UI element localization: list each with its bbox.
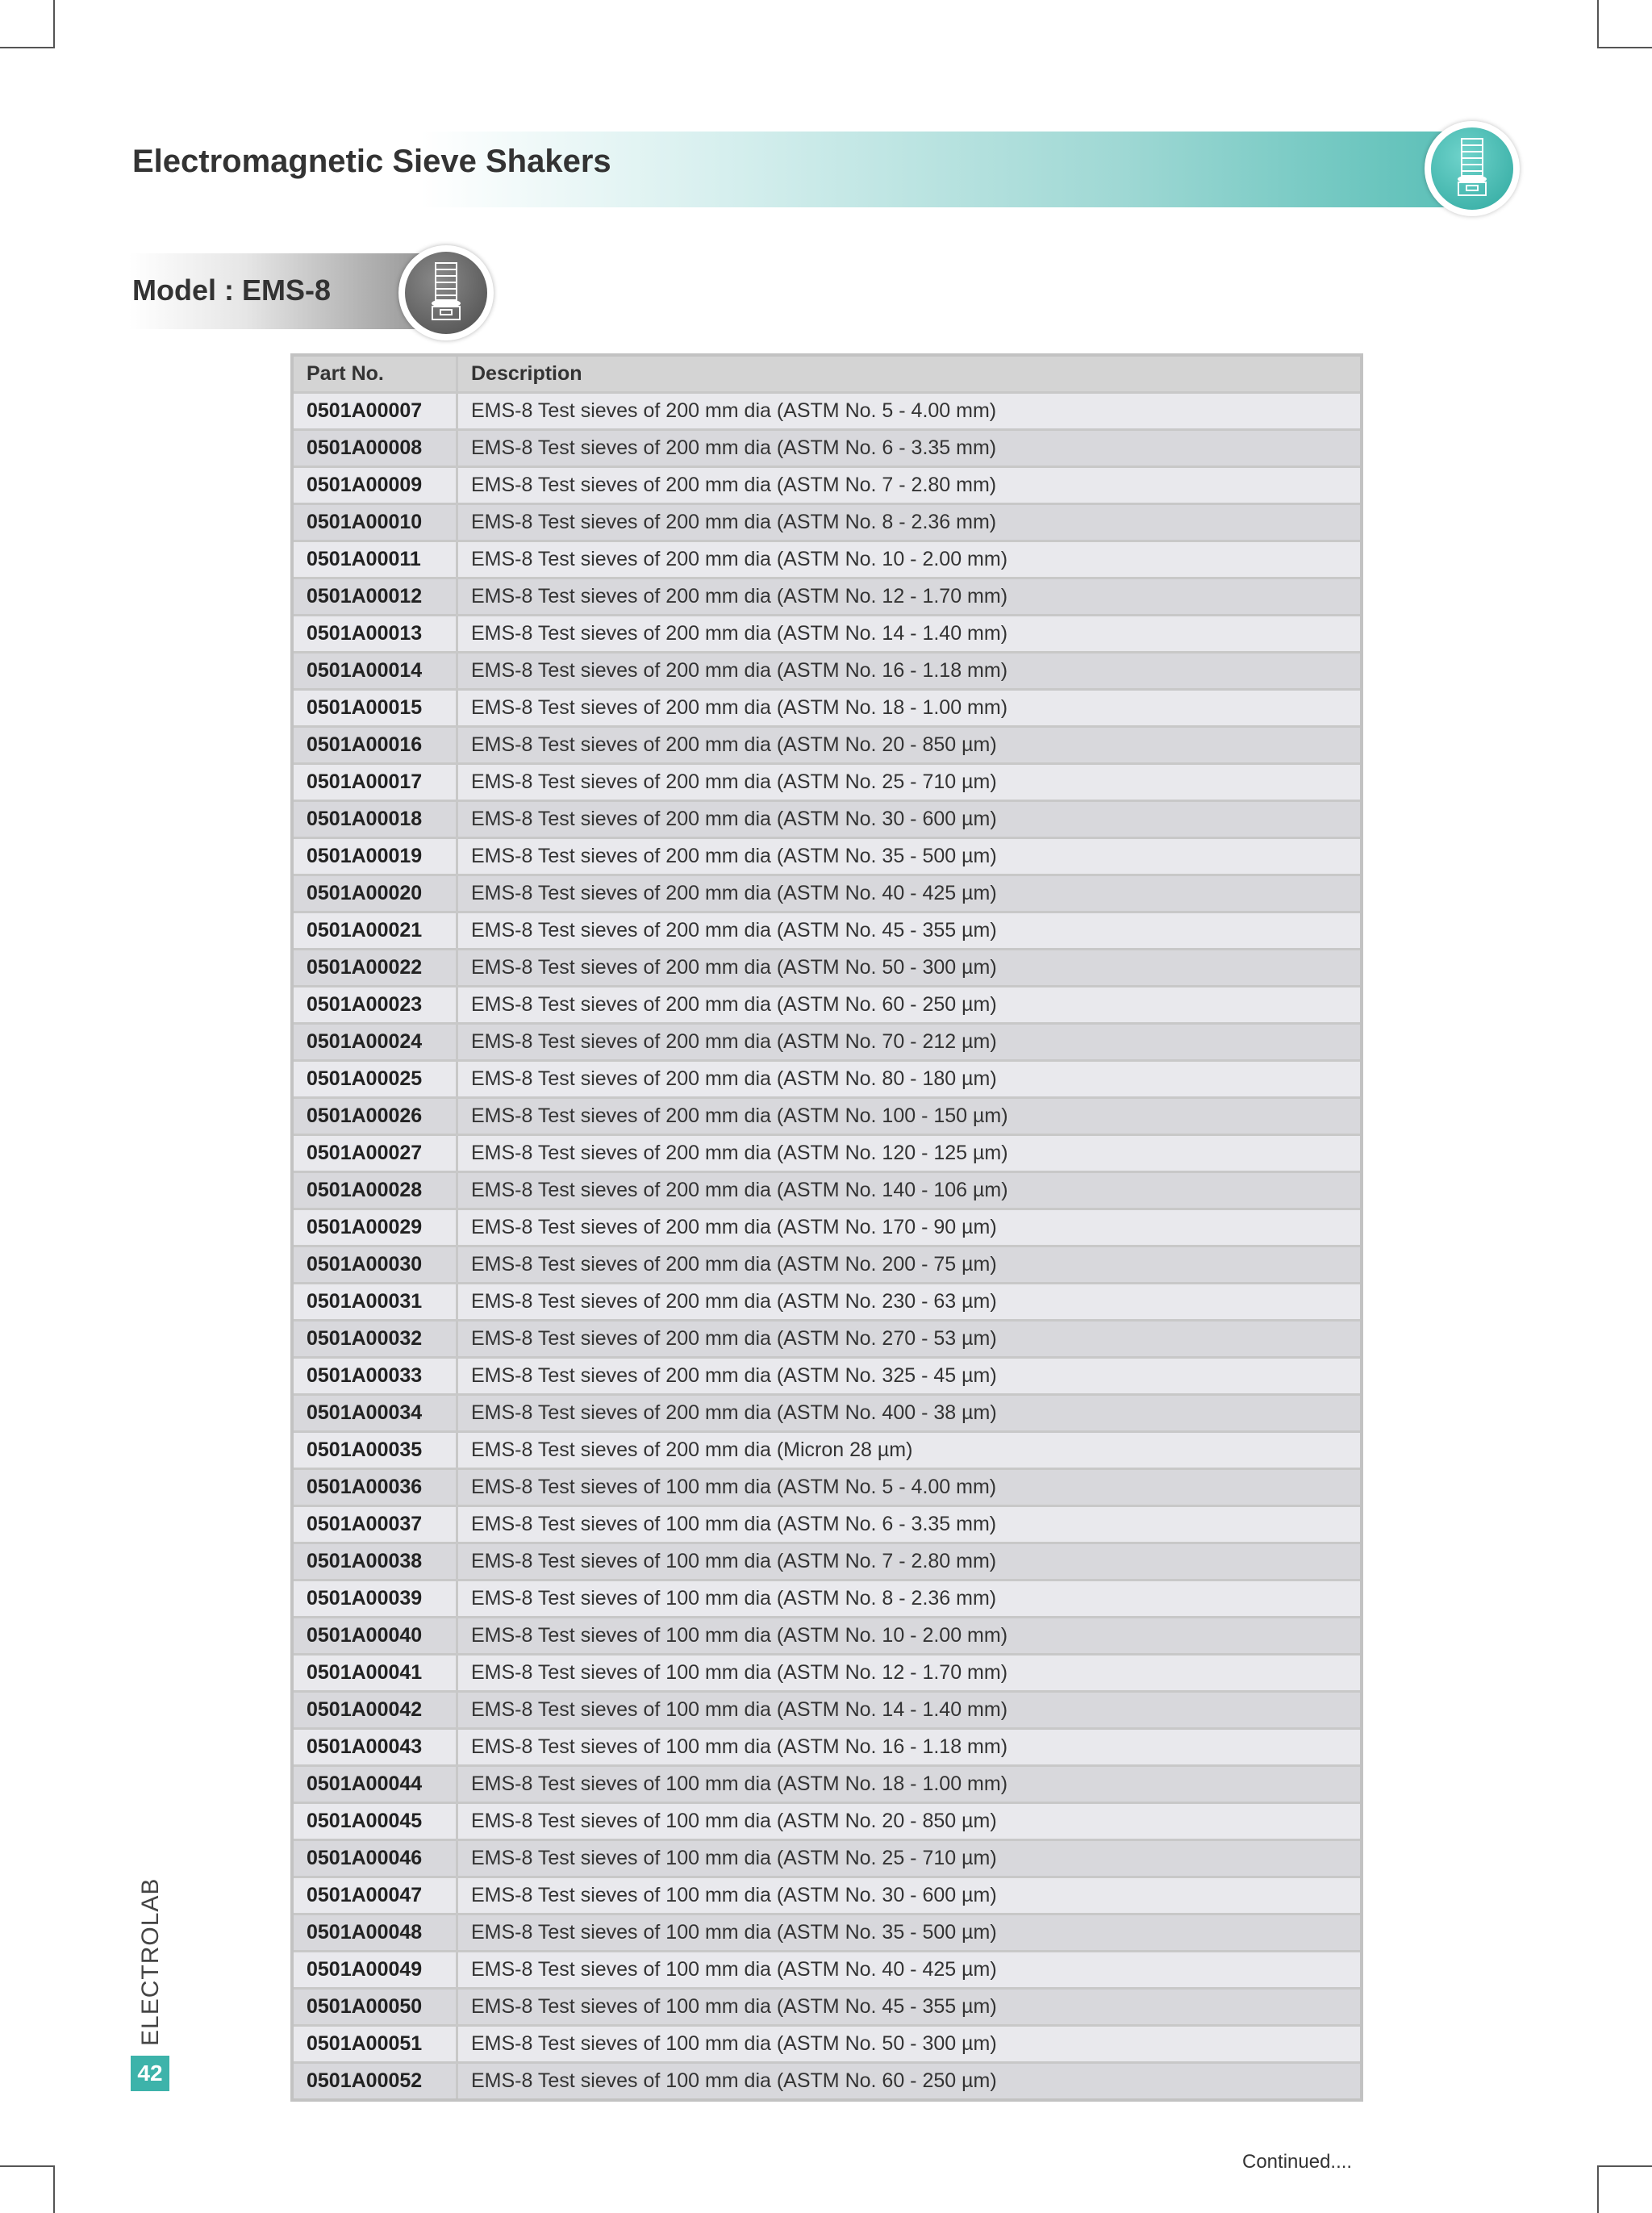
part-number-cell: 0501A00012: [292, 578, 457, 616]
part-number-cell: 0501A00022: [292, 950, 457, 987]
description-cell: EMS-8 Test sieves of 100 mm dia (ASTM No. 7 - 2.80 mm): [457, 1543, 1362, 1580]
description-cell: EMS-8 Test sieves of 200 mm dia (ASTM No. 70 - 212 µm): [457, 1024, 1362, 1061]
table-row: [292, 764, 1362, 801]
description-cell: EMS-8 Test sieves of 200 mm dia (ASTM No. 170 - 90 µm): [457, 1209, 1362, 1246]
table-row: [292, 2063, 1362, 2101]
part-number-cell: 0501A00032: [292, 1321, 457, 1358]
table-row: [292, 1729, 1362, 1766]
part-number-cell: 0501A00045: [292, 1803, 457, 1840]
part-number-cell: 0501A00010: [292, 504, 457, 541]
description-cell: EMS-8 Test sieves of 100 mm dia (ASTM No. 10 - 2.00 mm): [457, 1618, 1362, 1655]
table-row: [292, 727, 1362, 764]
description-cell: EMS-8 Test sieves of 200 mm dia (ASTM No. 16 - 1.18 mm): [457, 653, 1362, 690]
part-number-cell: 0501A00051: [292, 2026, 457, 2063]
crop-mark: [0, 47, 55, 48]
description-cell: EMS-8 Test sieves of 100 mm dia (ASTM No. 18 - 1.00 mm): [457, 1766, 1362, 1803]
part-number-cell: 0501A00033: [292, 1358, 457, 1395]
table-row: [292, 1803, 1362, 1840]
table-row: [292, 1766, 1362, 1803]
crop-mark: [1597, 2165, 1599, 2213]
description-cell: EMS-8 Test sieves of 200 mm dia (ASTM No. 325 - 45 µm): [457, 1358, 1362, 1395]
table-row: [292, 578, 1362, 616]
part-number-cell: 0501A00007: [292, 393, 457, 430]
part-number-cell: 0501A00042: [292, 1692, 457, 1729]
description-cell: EMS-8 Test sieves of 100 mm dia (ASTM No. 35 - 500 µm): [457, 1914, 1362, 1952]
table-row: [292, 393, 1362, 430]
description-cell: EMS-8 Test sieves of 200 mm dia (ASTM No. 7 - 2.80 mm): [457, 467, 1362, 504]
part-number-cell: 0501A00049: [292, 1952, 457, 1989]
part-number-cell: 0501A00008: [292, 430, 457, 467]
table-row: [292, 1543, 1362, 1580]
crop-mark: [1597, 2165, 1652, 2167]
part-number-cell: 0501A00017: [292, 764, 457, 801]
part-number-cell: 0501A00029: [292, 1209, 457, 1246]
part-number-cell: 0501A00024: [292, 1024, 457, 1061]
description-cell: EMS-8 Test sieves of 200 mm dia (ASTM No. 14 - 1.40 mm): [457, 616, 1362, 653]
description-cell: EMS-8 Test sieves of 200 mm dia (ASTM No. 40 - 425 µm): [457, 875, 1362, 912]
table-row: [292, 987, 1362, 1024]
part-number-cell: 0501A00013: [292, 616, 457, 653]
part-number-cell: 0501A00020: [292, 875, 457, 912]
description-cell: EMS-8 Test sieves of 200 mm dia (ASTM No. 18 - 1.00 mm): [457, 690, 1362, 727]
description-cell: EMS-8 Test sieves of 200 mm dia (ASTM No. 120 - 125 µm): [457, 1135, 1362, 1172]
part-number-cell: 0501A00043: [292, 1729, 457, 1766]
table-header-row: [292, 355, 1362, 393]
table-row: [292, 1432, 1362, 1469]
page-title: Electromagnetic Sieve Shakers: [132, 144, 611, 179]
parts-table: [290, 353, 1363, 2102]
part-number-cell: 0501A00027: [292, 1135, 457, 1172]
description-cell: EMS-8 Test sieves of 100 mm dia (ASTM No. 20 - 850 µm): [457, 1803, 1362, 1840]
table-row: [292, 912, 1362, 950]
description-cell: EMS-8 Test sieves of 200 mm dia (ASTM No. 200 - 75 µm): [457, 1246, 1362, 1284]
part-number-cell: 0501A00030: [292, 1246, 457, 1284]
part-number-cell: 0501A00014: [292, 653, 457, 690]
part-number-cell: 0501A00016: [292, 727, 457, 764]
description-cell: EMS-8 Test sieves of 200 mm dia (ASTM No. 6 - 3.35 mm): [457, 430, 1362, 467]
part-number-cell: 0501A00037: [292, 1506, 457, 1543]
description-cell: EMS-8 Test sieves of 200 mm dia (ASTM No. 400 - 38 µm): [457, 1395, 1362, 1432]
header-badge: [1425, 121, 1520, 216]
part-number-cell: 0501A00035: [292, 1432, 457, 1469]
table-row: [292, 1506, 1362, 1543]
table-row: [292, 1989, 1362, 2026]
column-header-part-no: Part No.: [292, 355, 457, 393]
table-row: [292, 1172, 1362, 1209]
table-row: [292, 1061, 1362, 1098]
description-cell: EMS-8 Test sieves of 100 mm dia (ASTM No. 16 - 1.18 mm): [457, 1729, 1362, 1766]
table-row: [292, 1914, 1362, 1952]
table-row: [292, 1692, 1362, 1729]
description-cell: EMS-8 Test sieves of 200 mm dia (ASTM No. 8 - 2.36 mm): [457, 504, 1362, 541]
table-row: [292, 616, 1362, 653]
description-cell: EMS-8 Test sieves of 200 mm dia (ASTM No. 140 - 106 µm): [457, 1172, 1362, 1209]
description-cell: EMS-8 Test sieves of 200 mm dia (ASTM No. 80 - 180 µm): [457, 1061, 1362, 1098]
table-row: [292, 1024, 1362, 1061]
table-row: [292, 504, 1362, 541]
description-cell: EMS-8 Test sieves of 200 mm dia (ASTM No. 5 - 4.00 mm): [457, 393, 1362, 430]
description-cell: EMS-8 Test sieves of 100 mm dia (ASTM No. 40 - 425 µm): [457, 1952, 1362, 1989]
part-number-cell: 0501A00021: [292, 912, 457, 950]
table-row: [292, 653, 1362, 690]
column-header-description: Description: [457, 355, 1362, 393]
part-number-cell: 0501A00028: [292, 1172, 457, 1209]
table-row: [292, 1321, 1362, 1358]
part-number-cell: 0501A00011: [292, 541, 457, 578]
description-cell: EMS-8 Test sieves of 200 mm dia (ASTM No. 230 - 63 µm): [457, 1284, 1362, 1321]
part-number-cell: 0501A00039: [292, 1580, 457, 1618]
part-number-cell: 0501A00034: [292, 1395, 457, 1432]
table-row: [292, 801, 1362, 838]
crop-mark: [0, 2165, 55, 2167]
description-cell: EMS-8 Test sieves of 200 mm dia (ASTM No. 25 - 710 µm): [457, 764, 1362, 801]
description-cell: EMS-8 Test sieves of 200 mm dia (ASTM No. 30 - 600 µm): [457, 801, 1362, 838]
table-row: [292, 541, 1362, 578]
table-row: [292, 1580, 1362, 1618]
part-number-cell: 0501A00047: [292, 1877, 457, 1914]
table-row: [292, 2026, 1362, 2063]
part-number-cell: 0501A00036: [292, 1469, 457, 1506]
table-row: [292, 430, 1362, 467]
page-number: 42: [131, 2056, 169, 2091]
description-cell: EMS-8 Test sieves of 100 mm dia (ASTM No. 8 - 2.36 mm): [457, 1580, 1362, 1618]
model-badge: [398, 245, 494, 340]
description-cell: EMS-8 Test sieves of 200 mm dia (Micron 28 µm): [457, 1432, 1362, 1469]
table-row: [292, 838, 1362, 875]
description-cell: EMS-8 Test sieves of 200 mm dia (ASTM No. 60 - 250 µm): [457, 987, 1362, 1024]
continued-note: Continued....: [1242, 2151, 1353, 2173]
table-row: [292, 690, 1362, 727]
part-number-cell: 0501A00023: [292, 987, 457, 1024]
description-cell: EMS-8 Test sieves of 200 mm dia (ASTM No. 50 - 300 µm): [457, 950, 1362, 987]
part-number-cell: 0501A00041: [292, 1655, 457, 1692]
description-cell: EMS-8 Test sieves of 100 mm dia (ASTM No. 14 - 1.40 mm): [457, 1692, 1362, 1729]
part-number-cell: 0501A00044: [292, 1766, 457, 1803]
part-number-cell: 0501A00038: [292, 1543, 457, 1580]
description-cell: EMS-8 Test sieves of 200 mm dia (ASTM No. 20 - 850 µm): [457, 727, 1362, 764]
table-row: [292, 1655, 1362, 1692]
table-row: [292, 1358, 1362, 1395]
description-cell: EMS-8 Test sieves of 100 mm dia (ASTM No. 60 - 250 µm): [457, 2063, 1362, 2101]
table-row: [292, 1840, 1362, 1877]
part-number-cell: 0501A00052: [292, 2063, 457, 2101]
part-number-cell: 0501A00040: [292, 1618, 457, 1655]
description-cell: EMS-8 Test sieves of 200 mm dia (ASTM No. 12 - 1.70 mm): [457, 578, 1362, 616]
part-number-cell: 0501A00018: [292, 801, 457, 838]
table-row: [292, 1877, 1362, 1914]
description-cell: EMS-8 Test sieves of 100 mm dia (ASTM No. 50 - 300 µm): [457, 2026, 1362, 2063]
part-number-cell: 0501A00009: [292, 467, 457, 504]
model-title: Model : EMS-8: [132, 273, 332, 307]
table-row: [292, 1618, 1362, 1655]
table-row: [292, 467, 1362, 504]
part-number-cell: 0501A00025: [292, 1061, 457, 1098]
table-row: [292, 1246, 1362, 1284]
crop-mark: [1597, 47, 1652, 48]
brand-logo-text: ELECTROLAB: [137, 1877, 164, 2046]
table-row: [292, 875, 1362, 912]
part-number-cell: 0501A00019: [292, 838, 457, 875]
description-cell: EMS-8 Test sieves of 100 mm dia (ASTM No. 5 - 4.00 mm): [457, 1469, 1362, 1506]
sieve-shaker-icon: [405, 252, 487, 334]
table-row: [292, 950, 1362, 987]
description-cell: EMS-8 Test sieves of 200 mm dia (ASTM No. 45 - 355 µm): [457, 912, 1362, 950]
description-cell: EMS-8 Test sieves of 200 mm dia (ASTM No. 270 - 53 µm): [457, 1321, 1362, 1358]
table-row: [292, 1209, 1362, 1246]
part-number-cell: 0501A00050: [292, 1989, 457, 2026]
table-row: [292, 1952, 1362, 1989]
table-row: [292, 1098, 1362, 1135]
description-cell: EMS-8 Test sieves of 100 mm dia (ASTM No. 45 - 355 µm): [457, 1989, 1362, 2026]
part-number-cell: 0501A00048: [292, 1914, 457, 1952]
description-cell: EMS-8 Test sieves of 100 mm dia (ASTM No. 25 - 710 µm): [457, 1840, 1362, 1877]
description-cell: EMS-8 Test sieves of 200 mm dia (ASTM No. 10 - 2.00 mm): [457, 541, 1362, 578]
description-cell: EMS-8 Test sieves of 200 mm dia (ASTM No. 100 - 150 µm): [457, 1098, 1362, 1135]
part-number-cell: 0501A00026: [292, 1098, 457, 1135]
sieve-shaker-icon: [1431, 127, 1513, 210]
crop-mark: [1597, 0, 1599, 47]
description-cell: EMS-8 Test sieves of 200 mm dia (ASTM No. 35 - 500 µm): [457, 838, 1362, 875]
table-row: [292, 1395, 1362, 1432]
part-number-cell: 0501A00031: [292, 1284, 457, 1321]
crop-mark: [53, 0, 55, 47]
table-body: [292, 393, 1362, 2101]
description-cell: EMS-8 Test sieves of 100 mm dia (ASTM No. 6 - 3.35 mm): [457, 1506, 1362, 1543]
part-number-cell: 0501A00046: [292, 1840, 457, 1877]
table-row: [292, 1135, 1362, 1172]
description-cell: EMS-8 Test sieves of 100 mm dia (ASTM No. 30 - 600 µm): [457, 1877, 1362, 1914]
part-number-cell: 0501A00015: [292, 690, 457, 727]
crop-mark: [53, 2165, 55, 2213]
table-row: [292, 1469, 1362, 1506]
description-cell: EMS-8 Test sieves of 100 mm dia (ASTM No. 12 - 1.70 mm): [457, 1655, 1362, 1692]
table-row: [292, 1284, 1362, 1321]
